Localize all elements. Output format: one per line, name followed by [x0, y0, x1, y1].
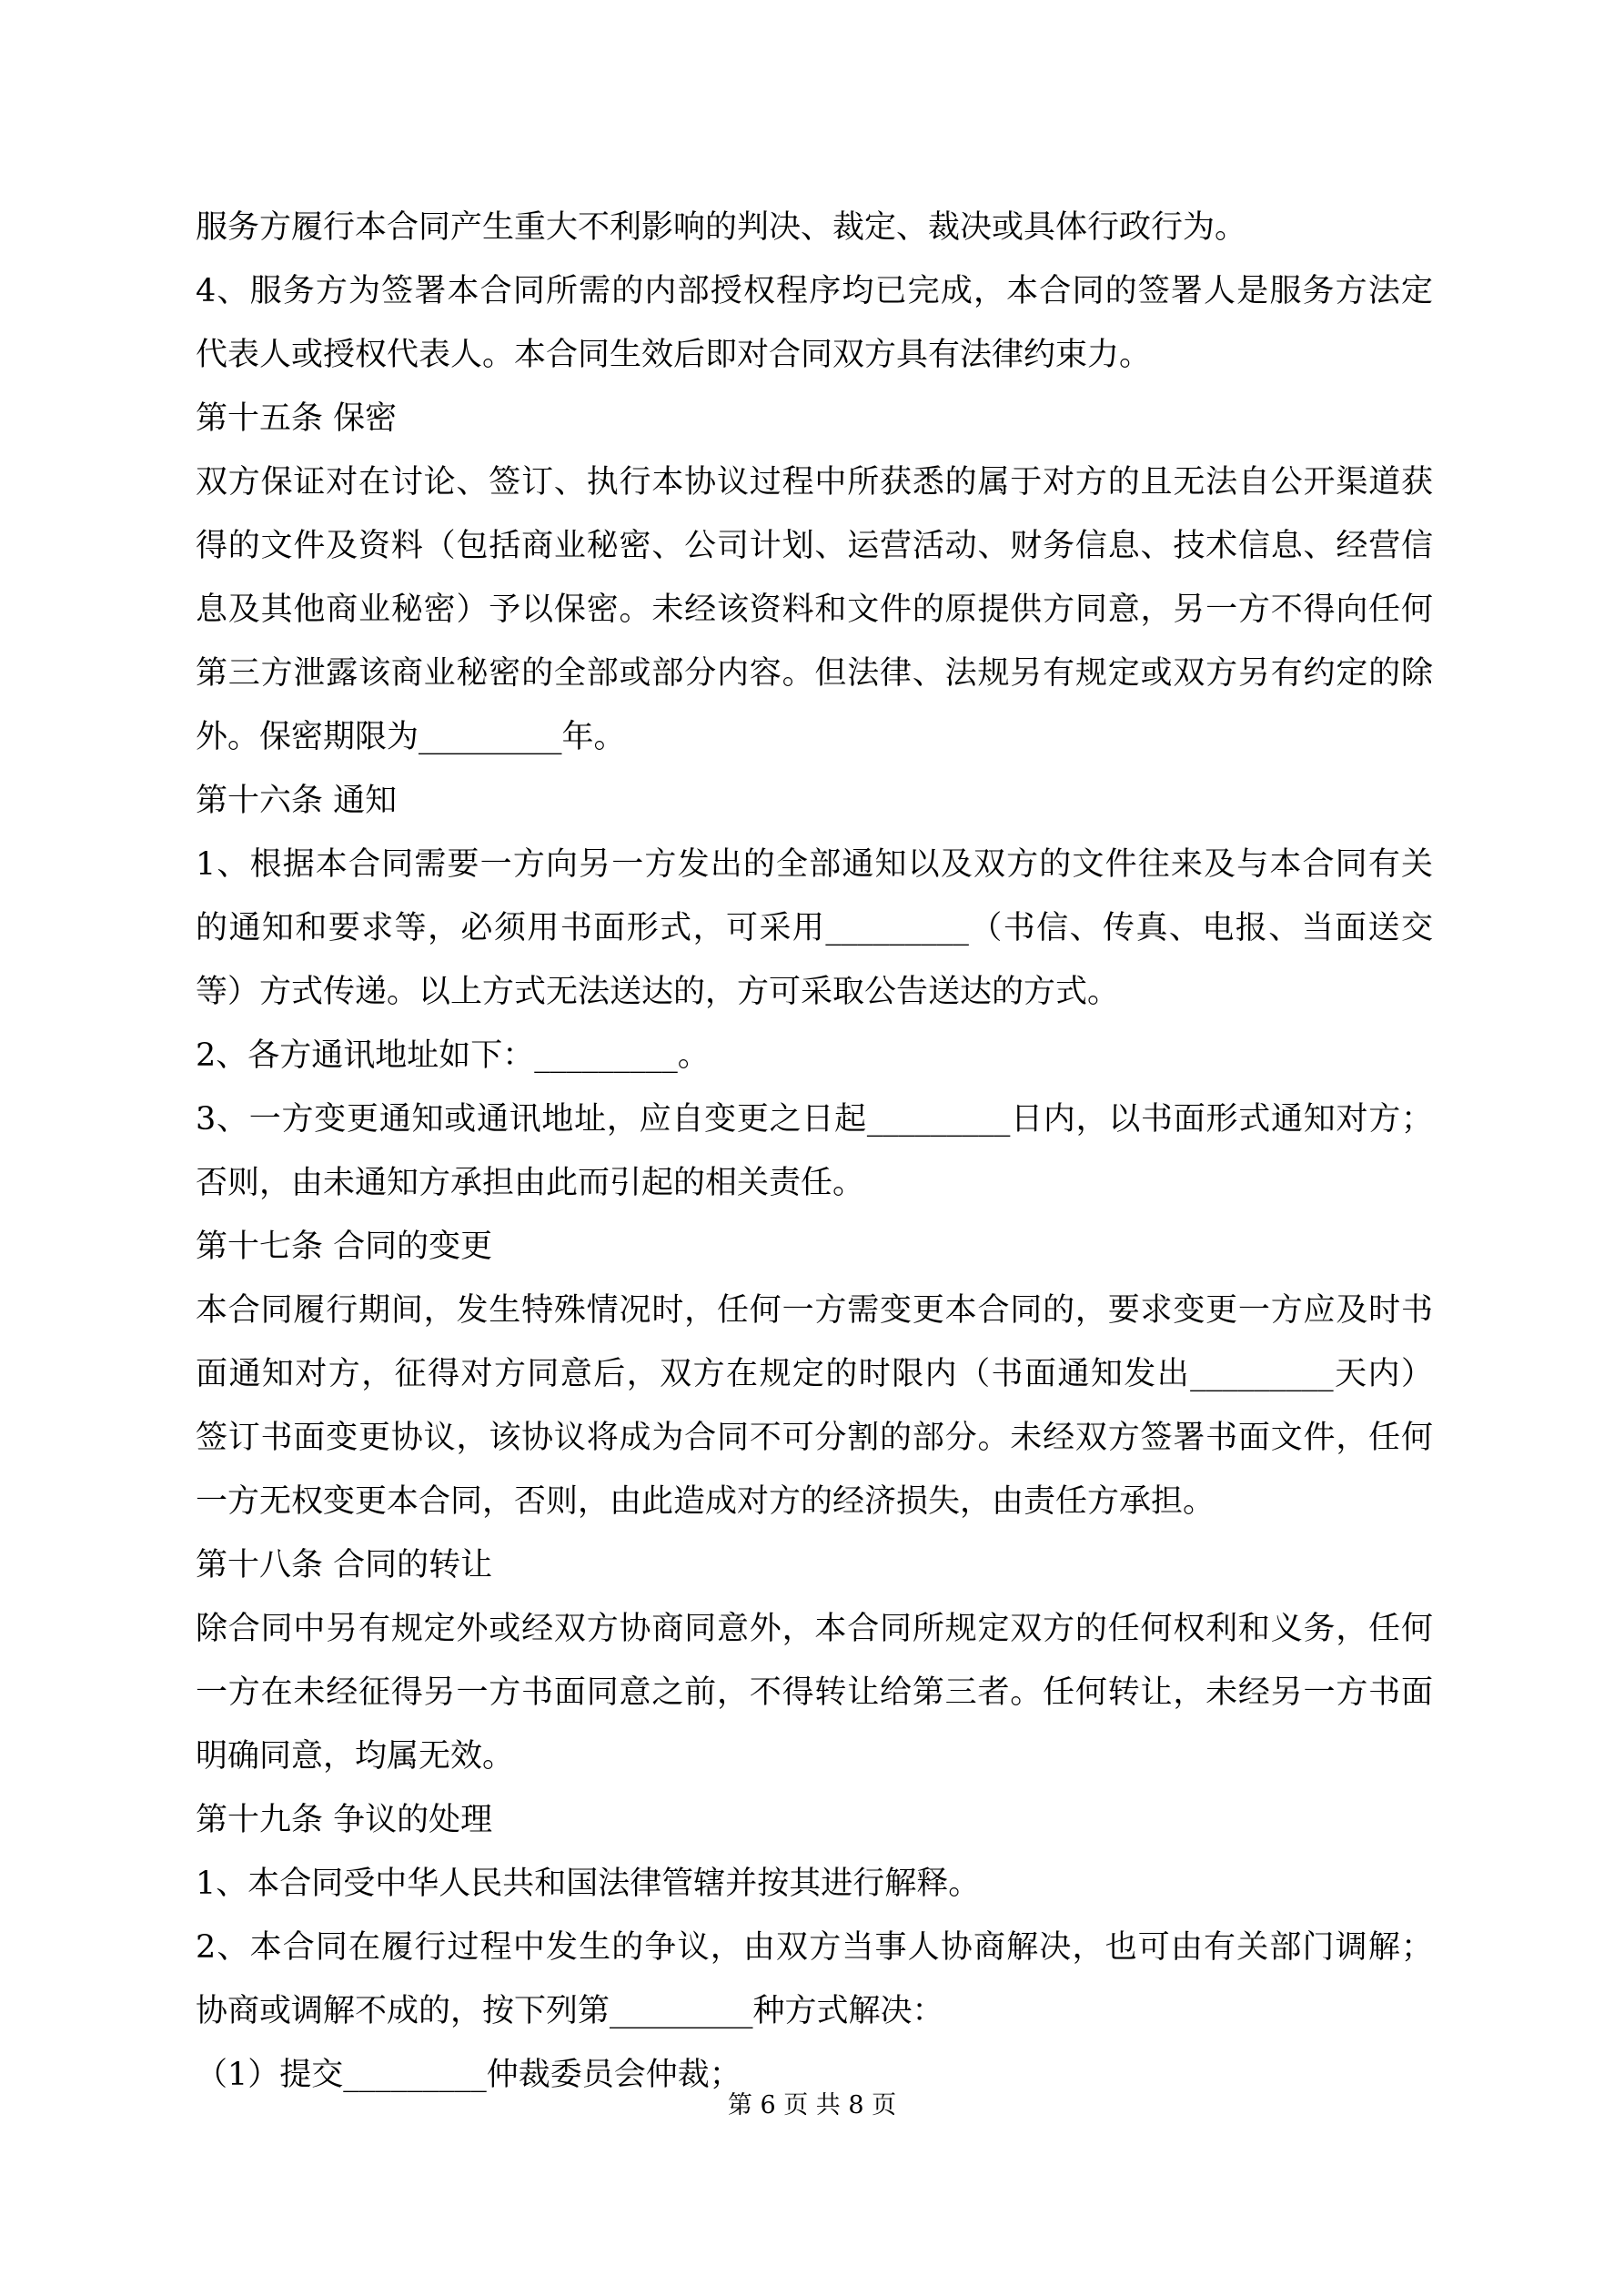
text-line: 得的文件及资料（包括商业秘密、公司计划、运营活动、财务信息、技术信息、经营信: [196, 528, 1433, 564]
text-line: 4、服务方为签署本合同所需的内部授权程序均已完成，本合同的签署人是服务方法定: [196, 273, 1433, 309]
text-line: 2、各方通讯地址如下：_________。: [196, 1037, 710, 1074]
text-line: 一方在未经征得另一方书面同意之前，不得转让给第三者。任何转让，未经另一方书面: [196, 1674, 1433, 1711]
section-heading-17: 第十七条 合同的变更: [196, 1229, 493, 1265]
text-line: 等）方式传递。以上方式无法送达的，方可采取公告送达的方式。: [196, 974, 1120, 1010]
section-heading-16: 第十六条 通知: [196, 783, 398, 819]
text-line: 服务方履行本合同产生重大不利影响的判决、裁定、裁决或具体行政行为。: [196, 209, 1247, 246]
text-line: 代表人或授权代表人。本合同生效后即对合同双方具有法律约束力。: [196, 337, 1152, 373]
section-heading-19: 第十九条 争议的处理: [196, 1802, 493, 1838]
text-line: （1）提交_________仲裁委员会仲裁；: [196, 2057, 741, 2093]
text-line: 的通知和要求等，必须用书面形式，可采用_________（书信、传真、电报、当面送交: [196, 910, 1433, 946]
text-line: 否则，由未通知方承担由此而引起的相关责任。: [196, 1165, 865, 1201]
text-line: 除合同中另有规定外或经双方协商同意外，本合同所规定双方的任何权利和义务，任何: [196, 1611, 1433, 1647]
text-line: 一方无权变更本合同，否则，由此造成对方的经济损失，由责任方承担。: [196, 1483, 1215, 1520]
section-heading-15: 第十五条 保密: [196, 400, 398, 437]
text-line: 明确同意，均属无效。: [196, 1738, 515, 1775]
text-line: 本合同履行期间，发生特殊情况时，任何一方需变更本合同的，要求变更一方应及时书: [196, 1292, 1433, 1329]
text-line: 双方保证对在讨论、签订、执行本协议过程中所获悉的属于对方的且无法自公开渠道获: [196, 464, 1433, 501]
text-line: 面通知对方，征得对方同意后，双方在规定的时限内（书面通知发出_________天内）: [196, 1356, 1433, 1392]
text-line: 1、根据本合同需要一方向另一方发出的全部通知以及双方的文件往来及与本合同有关: [196, 846, 1433, 883]
section-heading-18: 第十八条 合同的转让: [196, 1547, 493, 1583]
page-number-footer: 第 6 页 共 8 页: [727, 2091, 897, 2119]
text-line: 1、本合同受中华人民共和国法律管辖并按其进行解释。: [196, 1866, 981, 1902]
text-line: 外。保密期限为_________年。: [196, 719, 626, 755]
text-line: 息及其他商业秘密）予以保密。未经该资料和文件的原提供方同意，另一方不得向任何: [196, 592, 1433, 628]
text-line: 第三方泄露该商业秘密的全部或部分内容。但法律、法规另有规定或双方另有约定的除: [196, 655, 1433, 692]
text-line: 3、一方变更通知或通讯地址，应自变更之日起_________日内，以书面形式通知对方；: [196, 1101, 1433, 1138]
document-body: [196, 196, 1433, 2107]
text-line: 签订书面变更协议，该协议将成为合同不可分割的部分。未经双方签署书面文件，任何: [196, 1420, 1433, 1456]
text-line: 2、本合同在履行过程中发生的争议，由双方当事人协商解决，也可由有关部门调解；: [196, 1929, 1433, 1966]
text-line: 协商或调解不成的，按下列第_________种方式解决：: [196, 1993, 944, 2029]
